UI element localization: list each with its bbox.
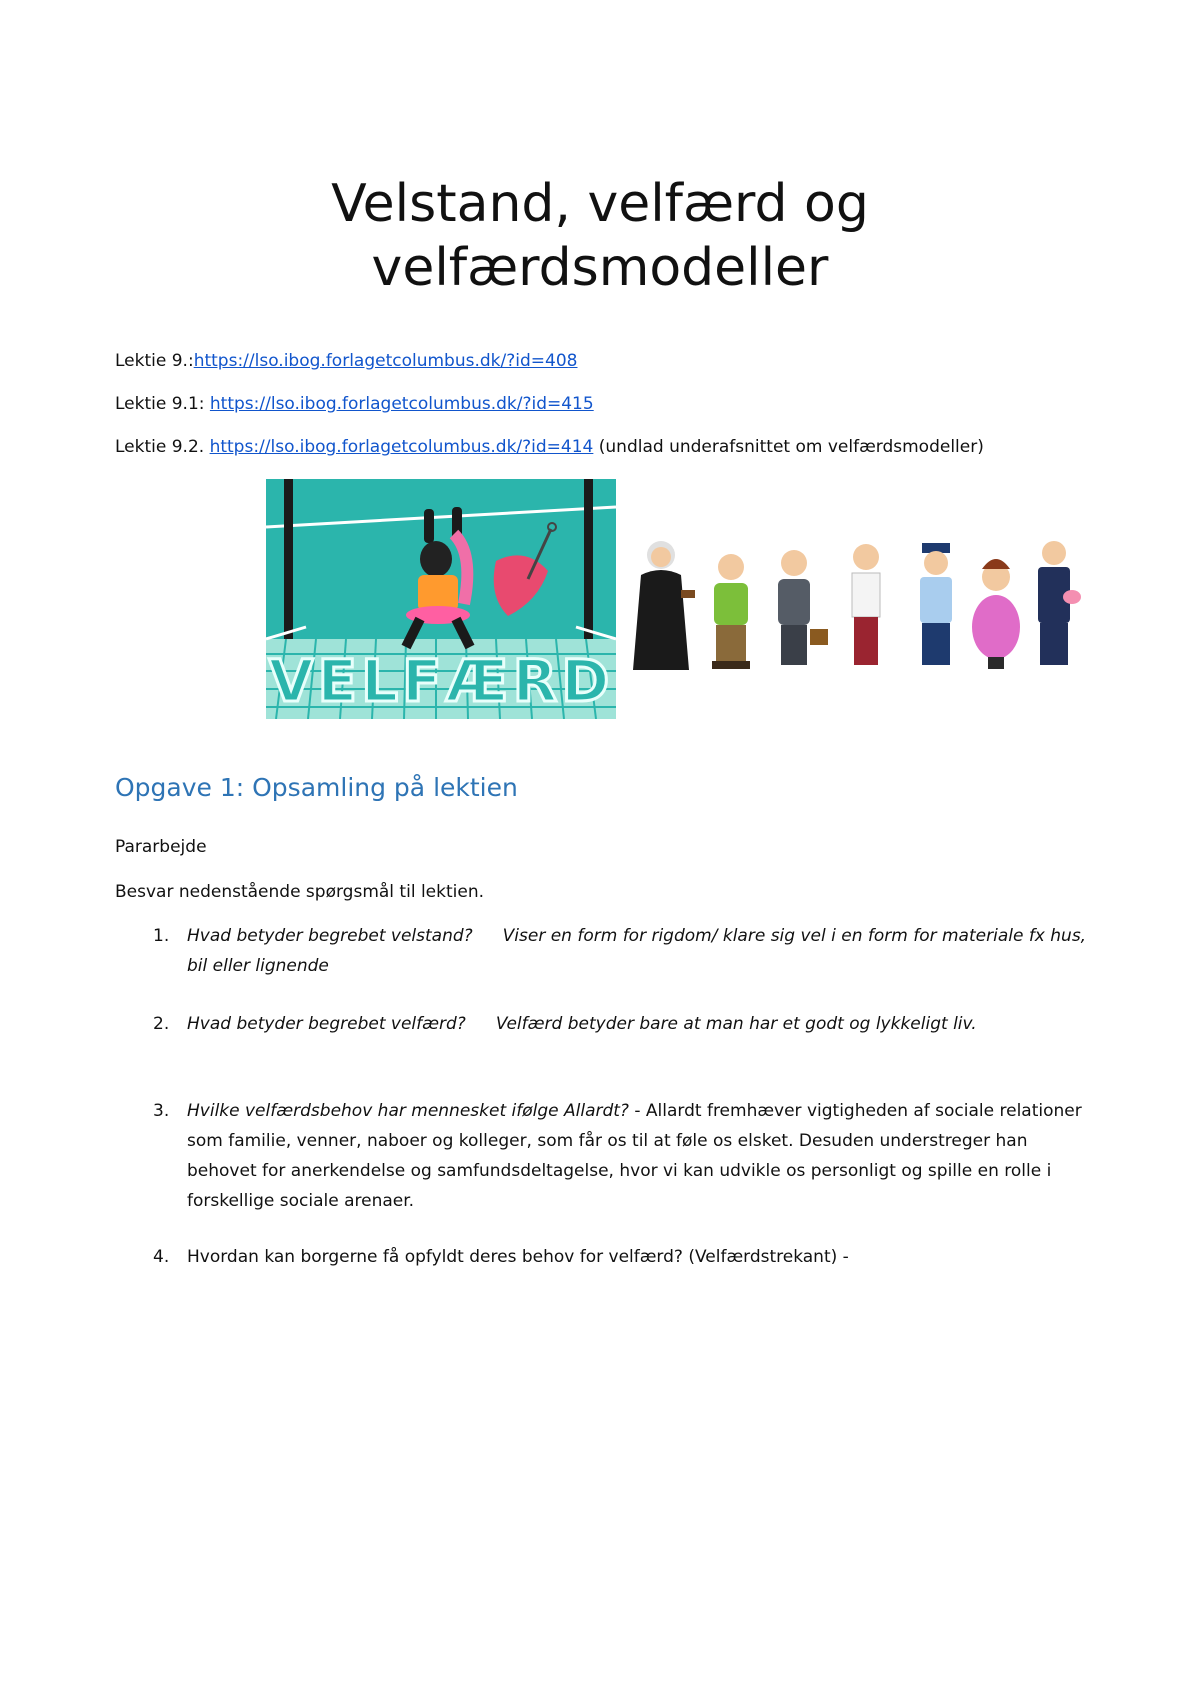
lesson-label: Lektie 9.: bbox=[115, 351, 194, 371]
question-number: 1. bbox=[153, 926, 170, 946]
question-body bbox=[187, 921, 1093, 981]
lesson-link[interactable]: https://lso.ibog.forlagetcolumbus.dk/?id=408 bbox=[193, 351, 578, 371]
question-text: Hvilke velfærdsbehov har mennesket ifølge Allardt? bbox=[187, 1101, 629, 1121]
velfaerd-net-text: VELFÆRD bbox=[268, 647, 614, 715]
lesson-link-row bbox=[115, 436, 984, 458]
question-number: 3. bbox=[153, 1101, 170, 1121]
question-number: 2. bbox=[153, 1014, 170, 1034]
lesson-link-row bbox=[115, 393, 984, 415]
lesson-suffix: (undlad underafsnittet om velfærdsmodeller) bbox=[593, 437, 984, 457]
lesson-label: Lektie 9.2. bbox=[115, 437, 210, 457]
lesson-link[interactable]: https://lso.ibog.forlagetcolumbus.dk/?id=415 bbox=[209, 394, 594, 414]
section-heading: Opgave 1: Opsamling på lektien bbox=[115, 773, 518, 802]
judge-icon bbox=[633, 541, 695, 670]
question-text: Hvordan kan borgerne få opfyldt deres behov for velfærd? (Velfærdstrekant) - bbox=[187, 1247, 849, 1267]
lesson-label: Lektie 9.1: bbox=[115, 394, 210, 414]
woman-icon bbox=[972, 559, 1020, 669]
question-body bbox=[187, 1242, 1093, 1272]
instruction-text: Besvar nedenstående spørgsmål til lektien. bbox=[115, 882, 484, 902]
question-text: Hvad betyder begrebet velfærd? bbox=[187, 1014, 466, 1034]
title-line-1: Velstand, velfærd og bbox=[331, 174, 869, 234]
page-title bbox=[0, 172, 1200, 300]
young-man-icon bbox=[852, 544, 880, 665]
question-number: 4. bbox=[153, 1247, 170, 1267]
answer-text: - Allardt fremhæver vigtigheden af sociale relationer som familie, venner, naboer og kolleger, som får os til at føle os elsket. Desuden understreger han behovet for anerkendelse og samfundsdeltagelse, hvor vi kan udvikle os personligt og spille en rolle i forskellige sociale arenaer. bbox=[187, 1101, 1082, 1211]
pararbejde-label: Pararbejde bbox=[115, 837, 207, 857]
question-text: Hvad betyder begrebet velstand? bbox=[187, 926, 473, 946]
people-illustration bbox=[626, 535, 1096, 675]
question-body bbox=[187, 1009, 1093, 1039]
bald-man-icon bbox=[712, 554, 750, 669]
man-briefcase-icon bbox=[778, 550, 828, 665]
answer-text: Viser en form for rigdom/ klare sig vel i en form for materiale fx hus, bil eller lignende bbox=[187, 926, 1087, 976]
question-body bbox=[187, 1096, 1093, 1216]
lesson-link[interactable]: https://lso.ibog.forlagetcolumbus.dk/?id=414 bbox=[209, 437, 594, 457]
answer-text: Velfærd betyder bare at man har et godt og lykkeligt liv. bbox=[495, 1014, 977, 1034]
lesson-link-row bbox=[115, 350, 984, 372]
velfaerd-net-illustration bbox=[266, 479, 616, 719]
lesson-links bbox=[115, 350, 984, 479]
businessman-icon bbox=[1038, 541, 1081, 665]
title-line-2: velfærdsmodeller bbox=[371, 238, 829, 298]
police-officer-icon bbox=[920, 543, 952, 665]
